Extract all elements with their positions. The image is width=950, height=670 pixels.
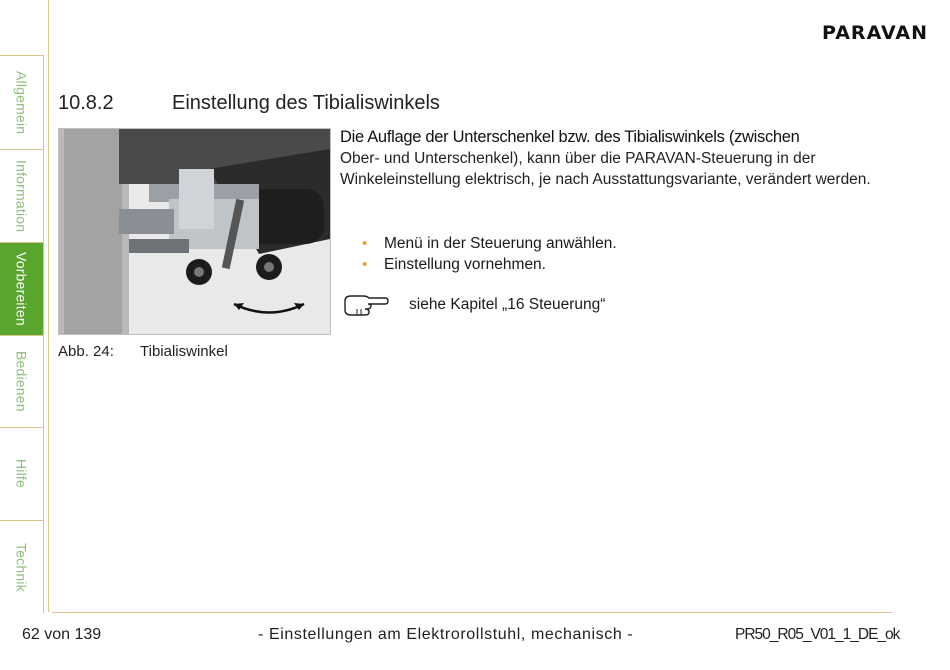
tab-label: Allgemein — [13, 70, 30, 135]
page-number: 62 von 139 — [22, 626, 102, 643]
section-title: Einstellung des Tibialiswinkels — [172, 92, 440, 114]
body-paragraph — [340, 127, 880, 190]
footer-rule — [52, 612, 892, 613]
tab-label: Technik — [13, 542, 30, 592]
document-id: PR50_R05_V01_1_DE_ok — [735, 626, 900, 643]
tab-label: Information — [13, 159, 30, 233]
section-number: 10.8.2 — [58, 92, 114, 114]
reference-text: siehe Kapitel „16 Steuerung“ — [409, 296, 606, 313]
tab-allgemein[interactable] — [0, 55, 43, 149]
pointing-hand-icon — [343, 292, 389, 318]
bullet-icon: • — [362, 235, 368, 252]
list-item — [362, 233, 617, 254]
paragraph-rest: Ober- und Unterschenkel), kann über die PARAVAN-Steuerung in der Winkeleinstellung elektrisch, je nach Ausstattungsvariante, verändert werden. — [340, 150, 871, 188]
tab-label: Hilfe — [13, 459, 30, 489]
footer-chapter: - Einstellungen am Elektrorollstuhl, mechanisch - — [258, 626, 634, 643]
section-heading — [58, 92, 440, 115]
paravan-logo — [822, 22, 928, 44]
wheelchair-legrest-illustration — [59, 129, 330, 334]
tab-technik[interactable] — [0, 520, 43, 613]
chapter-sidebar — [0, 55, 44, 613]
tab-label: Vorbereiten — [13, 252, 30, 326]
bullet-icon: • — [362, 256, 368, 273]
list-item-text: Einstellung vornehmen. — [384, 256, 546, 273]
tab-vorbereiten[interactable] — [0, 242, 43, 335]
tab-information[interactable] — [0, 149, 43, 242]
logo-text: PARAVAN — [822, 22, 928, 44]
tab-hilfe[interactable] — [0, 427, 43, 520]
chapter-reference — [343, 290, 605, 320]
tab-label: Bedienen — [13, 351, 30, 412]
figure-caption — [58, 343, 228, 360]
caption-text: Tibialiswinkel — [140, 343, 228, 360]
page-margin-rule — [48, 0, 49, 612]
caption-label: Abb. 24: — [58, 343, 114, 360]
instruction-list — [362, 233, 617, 275]
list-item-text: Menü in der Steuerung anwählen. — [384, 235, 617, 252]
tab-bedienen[interactable] — [0, 335, 43, 427]
paragraph-lead: Die Auflage der Unterschenkel bzw. des Tibialiswinkels (zwischen — [340, 128, 800, 146]
list-item — [362, 254, 617, 275]
tibialis-angle-photo — [58, 128, 331, 335]
